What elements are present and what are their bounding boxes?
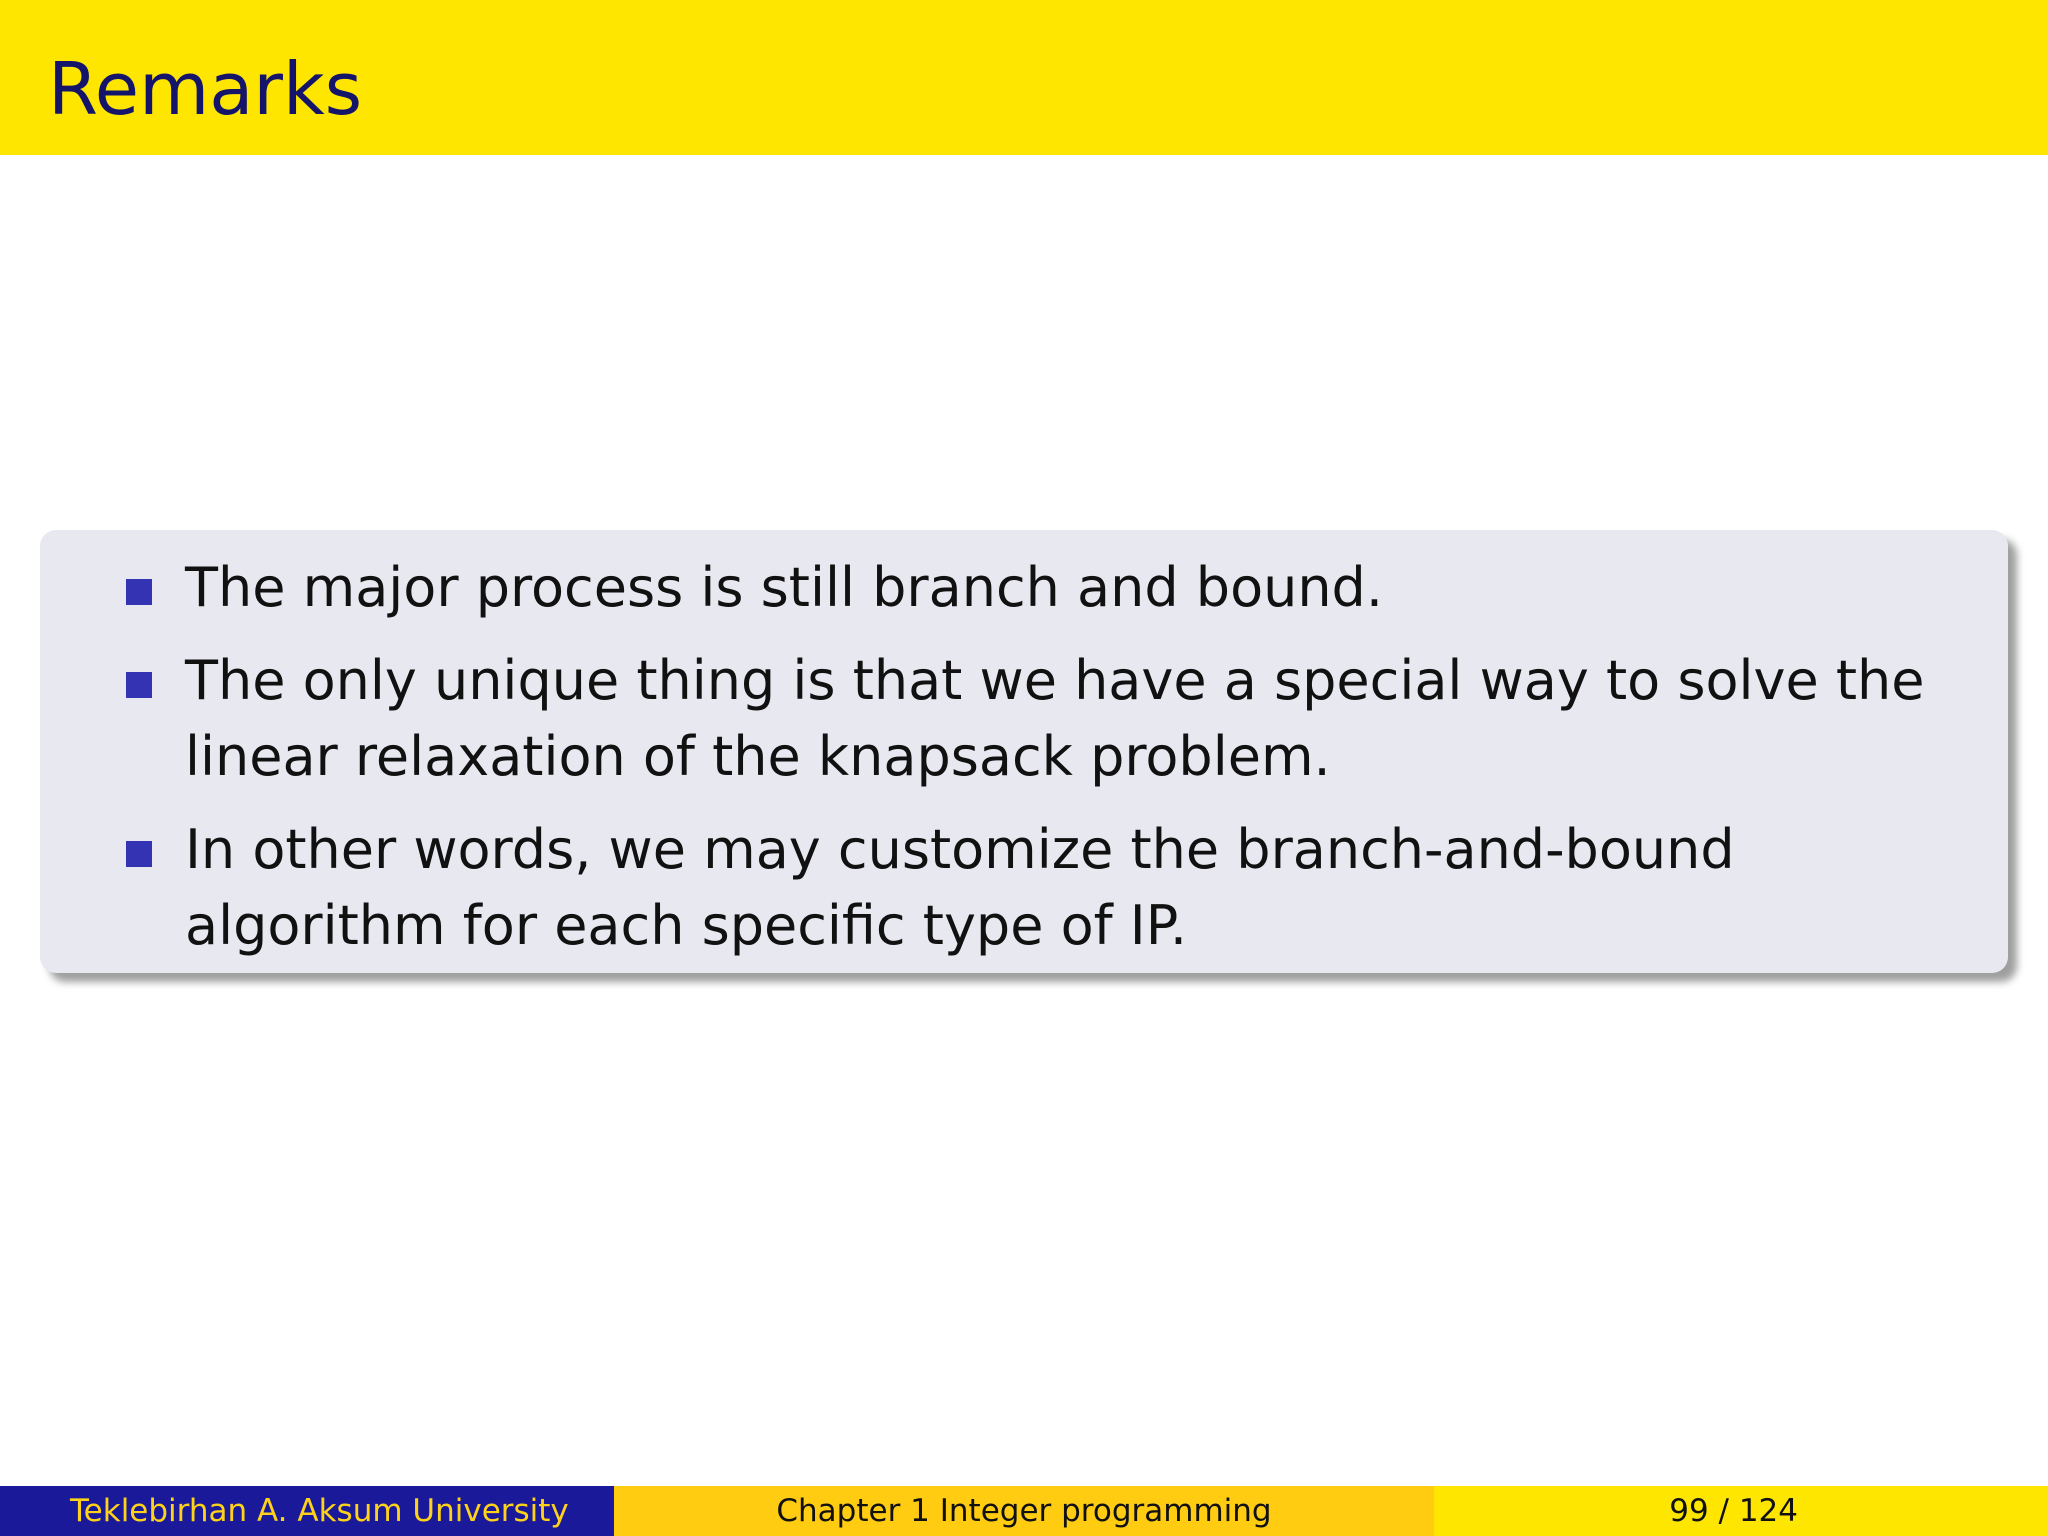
footer-bar [0, 1486, 2048, 1536]
square-bullet-icon [126, 579, 152, 605]
bullet-item [40, 643, 2008, 795]
bullet-text: The major process is still branch and bound. [185, 556, 1383, 619]
footer-chapter: Chapter 1 Integer programming [614, 1486, 1434, 1536]
bullet-item [40, 812, 2008, 964]
slide-title: Remarks [48, 47, 363, 131]
title-bar [0, 0, 2048, 155]
footer-page-number: 99 / 124 [1434, 1486, 2048, 1536]
square-bullet-icon [126, 841, 152, 867]
bullet-list [40, 550, 2008, 981]
bullet-text: In other words, we may customize the branch-and-bound algorithm for each specific type of IP. [185, 818, 1735, 957]
footer-author: Teklebirhan A. Aksum University [0, 1486, 614, 1536]
bullet-text: The only unique thing is that we have a special way to solve the linear relaxation of the knapsack problem. [185, 649, 1925, 788]
bullet-item [40, 550, 2008, 626]
content-block [40, 530, 2008, 973]
square-bullet-icon [126, 672, 152, 698]
